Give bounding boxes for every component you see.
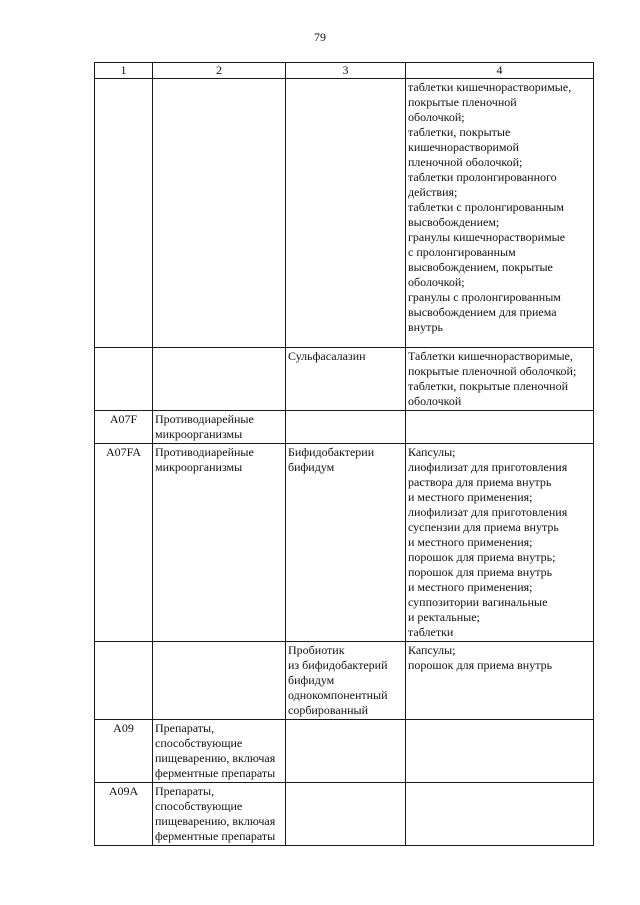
anatomical-group-cell — [153, 348, 286, 411]
anatomical-group-cell: Противодиарейные микроорганизмы — [153, 444, 286, 642]
substance-cell: Пробиотик из бифидобактерий бифидум однокомпонентный сорбированный — [286, 642, 406, 720]
atc-code-cell: A07FA — [95, 444, 153, 642]
table-row — [95, 411, 594, 444]
substance-cell — [286, 783, 406, 846]
dosage-forms-cell: Капсулы; лиофилизат для приготовления раствора для приема внутрь и местного применения; лиофилизат для приготовления суспензии для приема внутрь и местного применения; порошок для приема внутрь; порошок для приема внутрь и местного применения; суппозитории вагинальные и ректальные; таблетки — [406, 444, 594, 642]
table-row — [95, 642, 594, 720]
atc-code-cell — [95, 79, 153, 348]
drug-classification-table — [94, 62, 594, 846]
substance-cell: Бифидобактерии бифидум — [286, 444, 406, 642]
anatomical-group-cell: Препараты, способствующие пищеварению, включая ферментные препараты — [153, 783, 286, 846]
table-row — [95, 720, 594, 783]
atc-code-cell: A09A — [95, 783, 153, 846]
dosage-forms-cell: Капсулы; порошок для приема внутрь — [406, 642, 594, 720]
column-number-4: 4 — [406, 63, 594, 79]
dosage-forms-cell: Таблетки кишечнорастворимые, покрытые пленочной оболочкой; таблетки, покрытые пленочной оболочкой — [406, 348, 594, 411]
atc-code-cell — [95, 348, 153, 411]
table-row — [95, 79, 594, 348]
dosage-forms-cell: таблетки кишечнорастворимые, покрытые пленочной оболочкой; таблетки, покрытые кишечнорастворимой пленочной оболочкой; таблетки пролонгированного действия; таблетки с пролонгированным высвобождением; гранулы кишечнорастворимые с пролонгированным высвобождением, покрытые оболочкой; гранулы с пролонгированным высвобождением для приема внутрь — [406, 79, 594, 348]
column-number-1: 1 — [95, 63, 153, 79]
atc-code-cell — [95, 642, 153, 720]
substance-cell: Сульфасалазин — [286, 348, 406, 411]
atc-code-cell: A09 — [95, 720, 153, 783]
substance-cell — [286, 79, 406, 348]
table-row — [95, 348, 594, 411]
dosage-forms-cell — [406, 720, 594, 783]
table-row — [95, 444, 594, 642]
dosage-forms-cell — [406, 411, 594, 444]
dosage-forms-cell — [406, 783, 594, 846]
anatomical-group-cell: Противодиарейные микроорганизмы — [153, 411, 286, 444]
page-number: 79 — [314, 30, 326, 44]
column-number-2: 2 — [153, 63, 286, 79]
substance-cell — [286, 720, 406, 783]
atc-code-cell: A07F — [95, 411, 153, 444]
column-number-3: 3 — [286, 63, 406, 79]
anatomical-group-cell: Препараты, способствующие пищеварению, включая ферментные препараты — [153, 720, 286, 783]
table-header-row — [95, 63, 594, 79]
anatomical-group-cell — [153, 642, 286, 720]
substance-cell — [286, 411, 406, 444]
anatomical-group-cell — [153, 79, 286, 348]
table-row — [95, 783, 594, 846]
